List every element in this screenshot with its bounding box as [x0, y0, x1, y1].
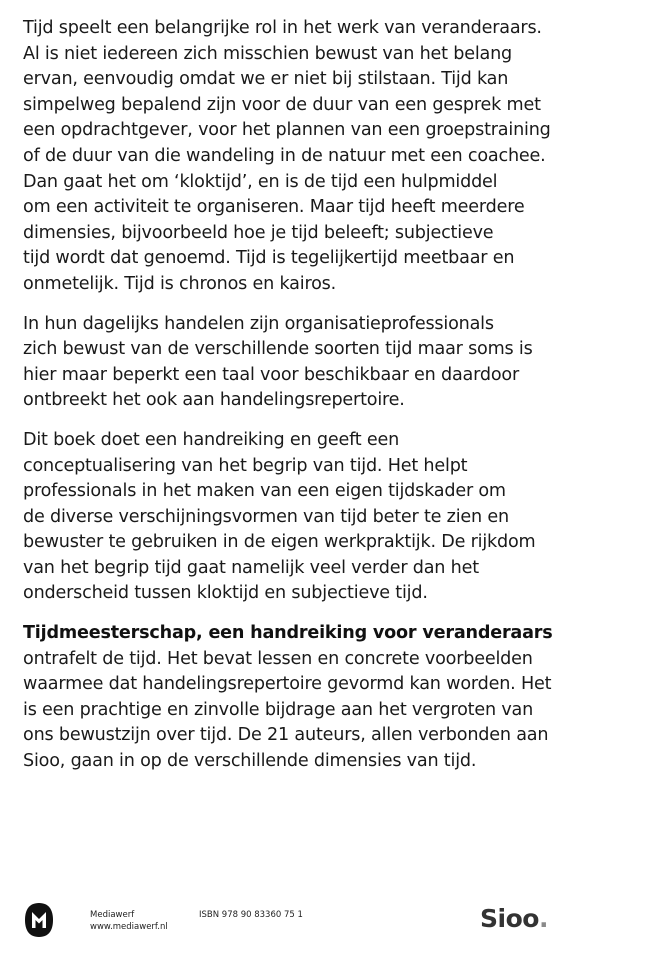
- publisher-name: Mediawerf: [90, 910, 135, 920]
- book-title: Tijdmeesterschap, een handreiking voor veranderaars: [23, 623, 553, 644]
- text-line: ontrafelt de tijd. Het bevat lessen en concrete voorbeelden: [23, 648, 533, 669]
- text-line: is een prachtige en zinvolle bijdrage aan het vergroten van: [23, 699, 534, 720]
- text-line: zich bewust van de verschillende soorten tijd maar soms is: [23, 339, 533, 360]
- text-line: simpelweg bepalend zijn voor de duur van een gesprek met: [23, 94, 541, 115]
- paragraph-3: [23, 428, 643, 607]
- sioo-logo-text: Sioo: [480, 904, 539, 933]
- back-cover-text: [23, 16, 643, 789]
- isbn: ISBN 978 90 83360 75 1: [199, 910, 303, 920]
- text-line: een opdrachtgever, voor het plannen van een groepstraining: [23, 120, 551, 141]
- text-line: ontbreekt het ook aan handelingsrepertoire.: [23, 390, 405, 411]
- text-line: Al is niet iedereen zich misschien bewust van het belang: [23, 43, 513, 64]
- text-line: bewuster te gebruiken in de eigen werkpraktijk. De rijkdom: [23, 532, 536, 553]
- text-line: waarmee dat handelingsrepertoire gevormd kan worden. Het: [23, 674, 552, 695]
- mediawerf-logo-icon: [24, 902, 54, 938]
- text-line: hier maar beperkt een taal voor beschikbaar en daardoor: [23, 364, 519, 385]
- text-line: om een activiteit te organiseren. Maar tijd heeft meerdere: [23, 197, 525, 218]
- text-line: In hun dagelijks handelen zijn organisatieprofessionals: [23, 313, 494, 334]
- text-line: Sioo, gaan in op de verschillende dimensies van tijd.: [23, 751, 477, 772]
- text-line: van het begrip tijd gaat namelijk veel verder dan het: [23, 557, 479, 578]
- sioo-logo-dot: .: [538, 904, 548, 933]
- publisher-info: [90, 909, 168, 933]
- sioo-logo: [480, 905, 548, 933]
- text-line: Dit boek doet een handreiking en geeft een: [23, 429, 400, 450]
- text-line: Tijd speelt een belangrijke rol in het werk van veranderaars.: [23, 18, 542, 38]
- text-line: tijd wordt dat genoemd. Tijd is tegelijkertijd meetbaar en: [23, 248, 515, 269]
- footer: [0, 890, 655, 950]
- text-line: dimensies, bijvoorbeeld hoe je tijd beleeft; subjectieve: [23, 222, 494, 243]
- publisher-url[interactable]: www.mediawerf.nl: [90, 922, 168, 932]
- text-line: onmetelijk. Tijd is chronos en kairos.: [23, 273, 337, 294]
- text-line: professionals in het maken van een eigen tijdskader om: [23, 481, 506, 502]
- paragraph-1: [23, 16, 643, 298]
- paragraph-2: [23, 312, 643, 414]
- text-line: ervan, eenvoudig omdat we er niet bij stilstaan. Tijd kan: [23, 69, 509, 90]
- text-line: conceptualisering van het begrip van tijd. Het helpt: [23, 455, 468, 476]
- text-line: of de duur van die wandeling in de natuur met een coachee.: [23, 145, 546, 166]
- text-line: de diverse verschijningsvormen van tijd beter te zien en: [23, 506, 509, 527]
- text-line: onderscheid tussen kloktijd en subjectieve tijd.: [23, 583, 428, 604]
- text-line: Dan gaat het om ‘kloktijd’, en is de tijd een hulpmiddel: [23, 171, 498, 192]
- paragraph-4: [23, 621, 643, 775]
- text-line: ons bewustzijn over tijd. De 21 auteurs, allen verbonden aan: [23, 725, 549, 746]
